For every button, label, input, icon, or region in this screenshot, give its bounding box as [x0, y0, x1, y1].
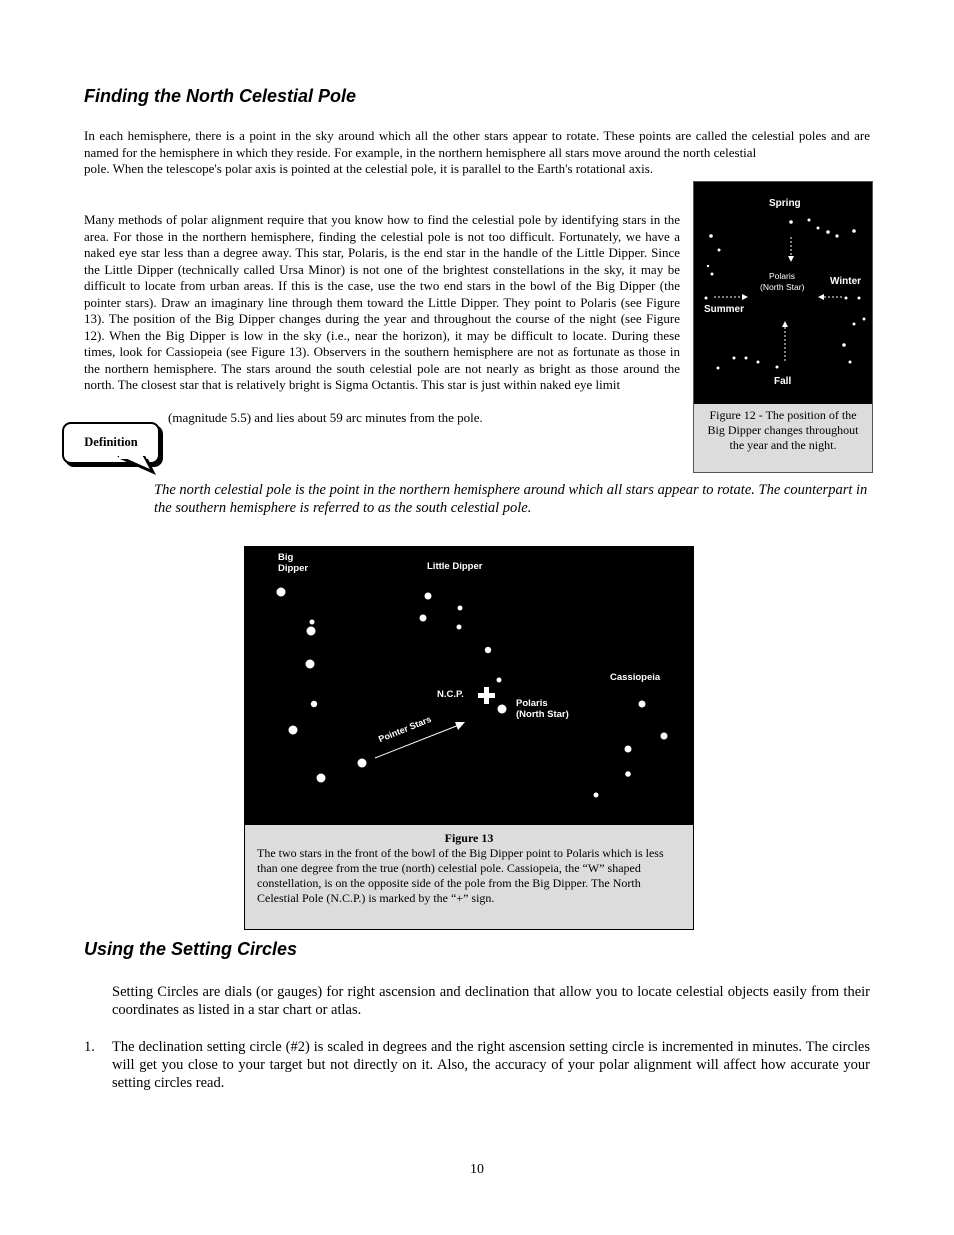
callout-pointer — [112, 456, 162, 478]
label-big: Big — [278, 552, 294, 563]
page-number: 10 — [470, 1162, 484, 1177]
label-polaris: Polaris — [516, 698, 548, 709]
paragraph-intro: In each hemisphere, there is a point in the sky around which all the other stars appear to rotate. These points are called the celestial poles and are named for the hemisphere in which they reside. For example, in the northern hemisphere all stars move around the north celestial — [84, 128, 870, 160]
list-item: The declination setting circle (#2) is scaled in degrees and the right ascension setting circle is incremented in minutes. The circles will get you close to your target but not directly on it. Also, the accuracy of your polar alignment will affect how accurate your setting circles read. — [112, 1039, 870, 1091]
label-winter: Winter — [830, 276, 862, 287]
ncp-marker — [478, 687, 495, 704]
label-summer: Summer — [704, 304, 745, 315]
paragraph-setting-circles: Setting Circles are dials (or gauges) for right ascension and declination that allow you to locate celestial objects easily from their coordinates as listed in a star chart or atlas. — [112, 984, 870, 1018]
figure-12-caption: Figure 12 - The position of the Big Dipper changes throughout the year and the night. — [694, 404, 872, 472]
figure-13-star-map — [245, 547, 693, 825]
label-cassiopeia: Cassiopeia — [610, 672, 661, 683]
figure-12-markings — [694, 182, 872, 404]
label-north-star: (North Star) — [760, 282, 805, 292]
cassiopeia-stars — [594, 701, 668, 798]
definition-text: The north celestial pole is the point in the northern hemisphere around which all stars appear to rotate. The counterpart in the southern hemisphere is referred to as the south celestial pole. — [154, 482, 868, 516]
label-polaris: Polaris — [769, 271, 795, 281]
section-heading-setting-circles: Using the Setting Circles — [84, 939, 298, 959]
label-fall: Fall — [774, 376, 792, 387]
figure-12-star-map — [694, 182, 872, 404]
figure-13-markings — [245, 547, 693, 825]
label-north-star: (North Star) — [516, 709, 569, 720]
pointer-line — [375, 725, 459, 758]
figure-13 — [244, 546, 694, 930]
figure-12-stars — [705, 219, 866, 370]
figure-13-caption — [245, 825, 693, 929]
figure-12 — [693, 181, 873, 473]
paragraph-polar-alignment: Many methods of polar alignment require that you know how to find the celestial pole by identifying stars in the area. For those in the northern hemisphere, finding the celestial pole is not too difficult. Fortunately, we have a naked eye star less than a degree away. This star, Polaris, is the end star in the handle of the Little Dipper. Since the Little Dipper (technically called Ursa Minor) is not one of the brightest constellations in the sky, it may be difficult to locate from urban areas. If this is the case, use the two end stars in the bowl of the Big Dipper (the pointer stars). Draw an imaginary line through them toward the Little Dipper. They point to Polaris (see Figure 13). The position of the Big Dipper changes during the year and throughout the course of the night (see Figure 12). When the Big Dipper is low in the sky (i.e., near the horizon), it may be difficult to locate. During these times, look for Cassiopeia (see Figure 13). Observers in the southern hemisphere are not as fortunate as those in the northern hemisphere. The stars around the south celestial pole are not nearly as bright as those around the north. The closest star that is relatively bright is Sigma Octantis. This star is just within naked eye limit — [84, 212, 680, 392]
paragraph-polar-alignment-tail: (magnitude 5.5) and lies about 59 arc minutes from the pole. — [168, 410, 483, 425]
figure-13-caption-body: The two stars in the front of the bowl of the Big Dipper point to Polaris which is less than one degree from the true (north) celestial pole. Cassiopeia, the “W” shaped constellation, is on the opposite side of the pole from the Big Dipper. The North Celestial Pole (N.C.P.) is marked by the “+” sign. — [257, 846, 664, 905]
label-ncp: N.C.P. — [437, 689, 464, 700]
label-little-dipper: Little Dipper — [427, 561, 483, 572]
label-spring: Spring — [769, 198, 801, 209]
figure-13-caption-title: Figure 13 — [444, 831, 494, 845]
list-item-number: 1. — [84, 1039, 95, 1055]
definition-label: Definition — [84, 435, 138, 449]
paragraph-intro-cont: pole. When the telescope's polar axis is pointed at the celestial pole, it is parallel to the Earth's rotational axis. — [84, 161, 654, 176]
label-dipper: Dipper — [278, 563, 309, 574]
big-dipper-stars — [277, 588, 367, 783]
section-heading: Finding the North Celestial Pole — [84, 86, 357, 106]
label-pointer-stars: Pointer Stars — [377, 714, 433, 745]
